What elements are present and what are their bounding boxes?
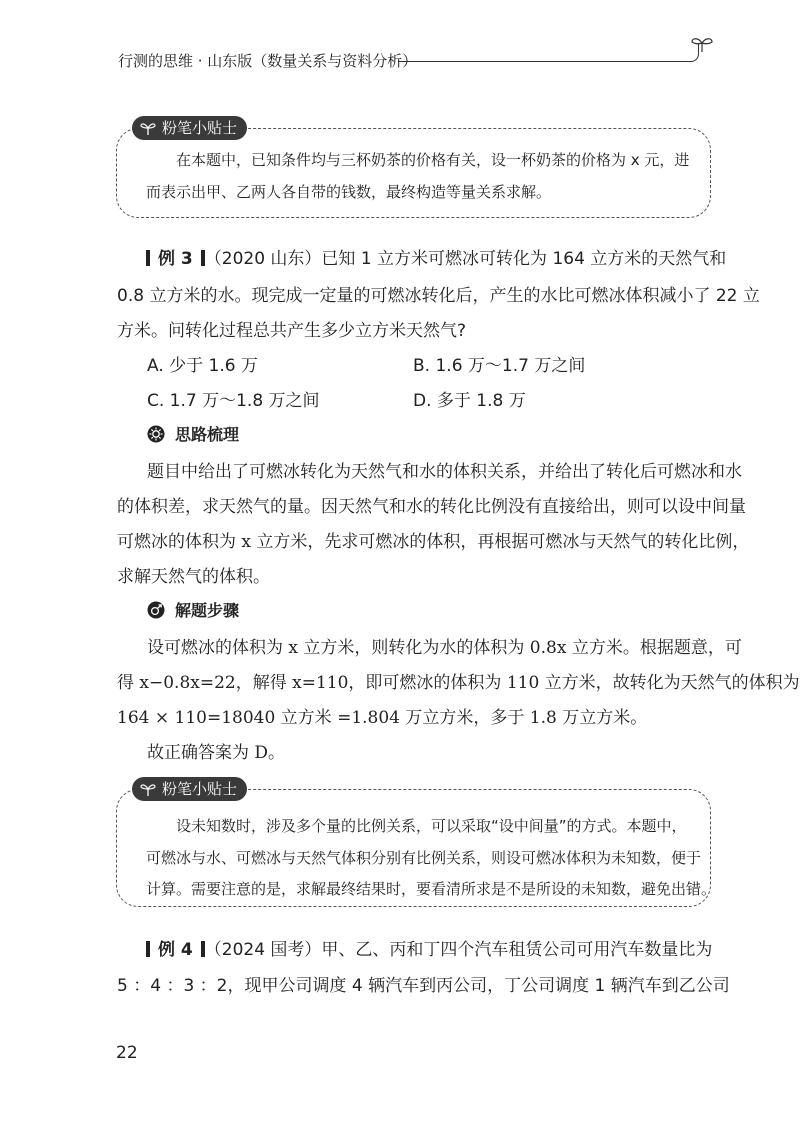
tip1-line-1: 在本题中，已知条件均与三杯奶茶的价格有关，设一杯奶茶的价格为 x 元，进 [176,151,690,169]
option-d: D. 多于 1.8 万 [413,391,526,411]
analysis-line-2: 的体积差，求天然气的量。因天然气和水的转化比例没有直接给出，则可以设中间量 [117,497,746,517]
solution-heading-text: 解题步骤 [175,601,240,620]
analysis-heading [147,422,239,445]
example3-line-1 [146,244,726,269]
option-b: B. 1.6 万～1.7 万之间 [413,356,586,376]
compass-icon [147,601,165,619]
tip-label-2 [132,777,247,801]
option-c: C. 1.7 万～1.8 万之间 [147,391,320,411]
tip-label-1 [132,116,247,140]
solution-line-2: 得 x−0.8x=22，解得 x=110，即可燃冰的体积为 110 立方米，故转化为天然气的体积为 [117,673,800,693]
example4-line-1 [146,935,712,960]
analysis-line-3: 可燃冰的体积为 x 立方米，先求可燃冰的体积，再根据可燃冰与天然气的转化比例， [117,532,750,552]
sun-icon [147,425,165,443]
solution-heading [147,598,239,621]
sprout-icon [690,36,714,52]
tip2-line-1: 设未知数时，涉及多个量的比例关系，可以采取“设中间量”的方式。本题中， [176,817,687,835]
example4-line-2: 5 ：4 ：3 ：2，现甲公司调度 4 辆汽车到丙公司，丁公司调度 1 辆汽车到乙公司 [117,976,730,996]
analysis-line-1: 题目中给出了可燃冰转化为天然气和水的体积关系，并给出了转化后可燃冰和水 [147,462,742,482]
example3-text-1: （2020 山东）已知 1 立方米可燃冰可转化为 164 立方米的天然气和 [204,249,727,269]
example3-line-3: 方米。问转化过程总共产生多少立方米天然气? [117,321,467,341]
sprout-icon [140,122,156,135]
option-a: A. 少于 1.6 万 [147,356,258,376]
analysis-line-4: 求解天然气的体积。 [117,567,270,587]
tip2-line-2: 可燃冰与水、可燃冰与天然气体积分别有比例关系，则设可燃冰体积为未知数，便于 [146,849,702,867]
analysis-heading-text: 思路梳理 [175,425,240,444]
solution-line-3: 164 × 110=18040 立方米 =1.804 万立方米，多于 1.8 万立方米。 [117,708,648,728]
header-title: 行测的思维 · 山东版（数量关系与资料分析） [118,52,418,70]
solution-line-4: 故正确答案为 D。 [147,743,286,763]
example4-number: 例 4 [158,940,193,960]
header-rule [398,61,690,62]
sprout-icon [140,783,156,796]
solution-line-1: 设可燃冰的体积为 x 立方米，则转化为水的体积为 0.8x 立方米。根据题意，可 [147,638,742,658]
example-bar [146,941,150,957]
example3-line-2: 0.8 立方米的水。现完成一定量的可燃冰转化后，产生的水比可燃冰体积减小了 22 立 [117,286,760,306]
tip-label-text: 粉笔小贴士 [162,119,238,137]
example3-number: 例 3 [158,249,193,269]
tip1-line-2: 而表示出甲、乙两人各自带的钱数，最终构造等量关系求解。 [146,183,552,201]
page-number: 22 [116,1043,138,1063]
tip-label-text: 粉笔小贴士 [162,780,238,798]
tip2-line-3: 计算。需要注意的是，求解最终结果时，要看清所求是不是所设的未知数，避免出错。 [146,880,717,898]
example4-text-1: （2024 国考）甲、乙、丙和丁四个汽车租赁公司可用汽车数量比为 [204,940,713,960]
example-bar [146,250,150,266]
